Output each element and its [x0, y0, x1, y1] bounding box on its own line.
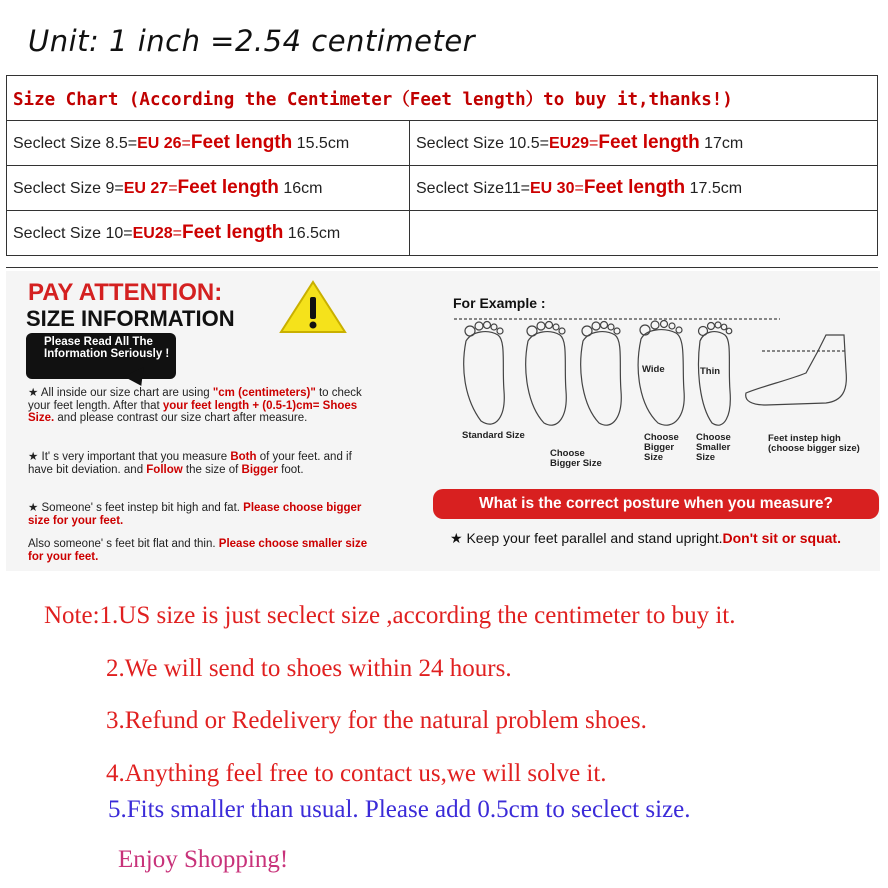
- eu-size: EU 30: [530, 180, 575, 197]
- text-highlight: Bigger: [241, 463, 278, 476]
- text: foot.: [277, 463, 304, 476]
- text: ★ Keep your feet parallel and stand upright.: [450, 530, 723, 546]
- foot-outline-icon: [699, 332, 731, 426]
- text: ★ Someone' s feet instep bit high and fat.: [28, 502, 244, 514]
- text: ★ It' s very important that you measure: [28, 451, 231, 463]
- feet-length-value: 17.5cm: [685, 180, 743, 197]
- info-paragraph-both-feet: [28, 451, 373, 476]
- info-paragraph-cm: [28, 387, 373, 425]
- size-chart-header-row: [7, 76, 878, 121]
- size-label: Seclect Size11=: [416, 180, 530, 197]
- attention-panel: [6, 271, 880, 571]
- feet-length-label: Feet length: [190, 132, 293, 153]
- pay-attention-title: PAY ATTENTION:: [28, 279, 223, 306]
- text-highlight: Follow: [146, 463, 183, 476]
- caption-choose-bigger-wide: Choose Bigger Size: [644, 432, 679, 463]
- section-divider: [6, 267, 878, 268]
- caption-thin: Thin: [700, 366, 721, 377]
- text: of your feet. and if have bit deviation. and: [28, 451, 352, 476]
- text: to check your feet length. After that: [28, 387, 362, 412]
- caption-instep-high: Feet instep high (choose bigger size): [768, 433, 860, 454]
- enjoy-shopping: Enjoy Shopping!: [118, 846, 289, 873]
- unit-title: Unit: 1 inch =2.54 centimeter: [28, 24, 476, 58]
- size-label: Seclect Size 8.5=: [13, 135, 138, 152]
- info-paragraph-flat: [28, 538, 373, 563]
- size-label: Seclect Size 10=: [13, 225, 133, 242]
- warning-icon: [278, 279, 348, 335]
- equals-sign: =: [168, 180, 178, 197]
- text-highlight: Don't sit or squat.: [722, 530, 841, 546]
- feet-length-value: 16.5cm: [283, 225, 341, 242]
- text-highlight: Both: [230, 451, 257, 463]
- size-chart-table: [6, 75, 878, 256]
- text-highlight: Please choose bigger size for your feet.: [28, 502, 362, 527]
- eu-size: EU29: [548, 135, 589, 152]
- text-highlight: "cm (centimeters)": [212, 387, 316, 399]
- text: ★ All inside our size chart are using: [28, 387, 213, 399]
- posture-banner: What is the correct posture when you measure?: [433, 489, 879, 519]
- size-label: Seclect Size 9=: [13, 180, 124, 197]
- feet-length-label: Feet length: [177, 177, 279, 198]
- note-5: 5.Fits smaller than usual. Please add 0.5cm to seclect size.: [108, 796, 691, 823]
- text: the size of: [182, 463, 242, 476]
- caption-choose-smaller: Choose Smaller Size: [696, 432, 731, 463]
- size-cell: [410, 121, 878, 166]
- size-chart-header: Size Chart (According the Centimeter（Feet length）to buy it,thanks!): [7, 76, 878, 121]
- foot-outline-icon: [526, 332, 567, 426]
- info-paragraph-instep: [28, 502, 373, 527]
- size-cell: [7, 211, 410, 256]
- eu-size: EU28: [132, 225, 173, 242]
- size-cell-empty: [410, 211, 878, 256]
- caption-wide: Wide: [642, 364, 665, 375]
- equals-sign: =: [574, 180, 584, 197]
- equals-sign: =: [181, 135, 191, 152]
- equals-sign: =: [589, 135, 599, 152]
- size-row: [7, 121, 878, 166]
- feet-length-label: Feet length: [182, 222, 284, 243]
- caption-standard-size: Standard Size: [462, 430, 525, 441]
- feet-length-value: 17cm: [699, 135, 744, 152]
- feet-length-label: Feet length: [598, 132, 700, 153]
- foot-outline-icon: [581, 332, 622, 426]
- feet-length-label: Feet length: [583, 177, 686, 198]
- eu-size: EU 26: [137, 135, 182, 152]
- text: and please contrast our size chart after measure.: [54, 412, 308, 424]
- feet-length-value: 15.5cm: [292, 135, 350, 152]
- note-2: 2.We will send to shoes within 24 hours.: [106, 655, 512, 682]
- caption-choose-bigger: Choose Bigger Size: [550, 448, 602, 469]
- size-cell: [410, 166, 878, 211]
- foot-side-icon: [746, 335, 847, 405]
- size-information-subtitle: SIZE INFORMATION: [26, 306, 235, 331]
- feet-length-value: 16cm: [278, 180, 323, 197]
- equals-sign: =: [172, 225, 182, 242]
- eu-size: EU 27: [123, 180, 169, 197]
- keep-feet-parallel: [450, 531, 880, 546]
- size-row: [7, 166, 878, 211]
- size-cell: [7, 121, 410, 166]
- for-example-title: For Example :: [453, 295, 546, 311]
- note-3: 3.Refund or Redelivery for the natural problem shoes.: [106, 707, 647, 734]
- size-label: Seclect Size 10.5=: [416, 135, 549, 152]
- foot-outline-icon: [638, 330, 684, 426]
- text-highlight: Please choose smaller size for your feet.: [28, 538, 368, 563]
- text-highlight: your feet length + (0.5-1)cm= Shoes Size.: [28, 399, 358, 424]
- note-1: Note:1.US size is just seclect size ,according the centimeter to buy it.: [44, 602, 736, 629]
- foot-outline-icon: [464, 332, 505, 425]
- note-4: 4.Anything feel free to contact us,we will solve it.: [106, 760, 607, 787]
- size-cell: [7, 166, 410, 211]
- read-all-text: Please Read All The Information Seriously !: [44, 336, 170, 360]
- size-row: [7, 211, 878, 256]
- text: Also someone' s feet bit flat and thin.: [28, 538, 219, 550]
